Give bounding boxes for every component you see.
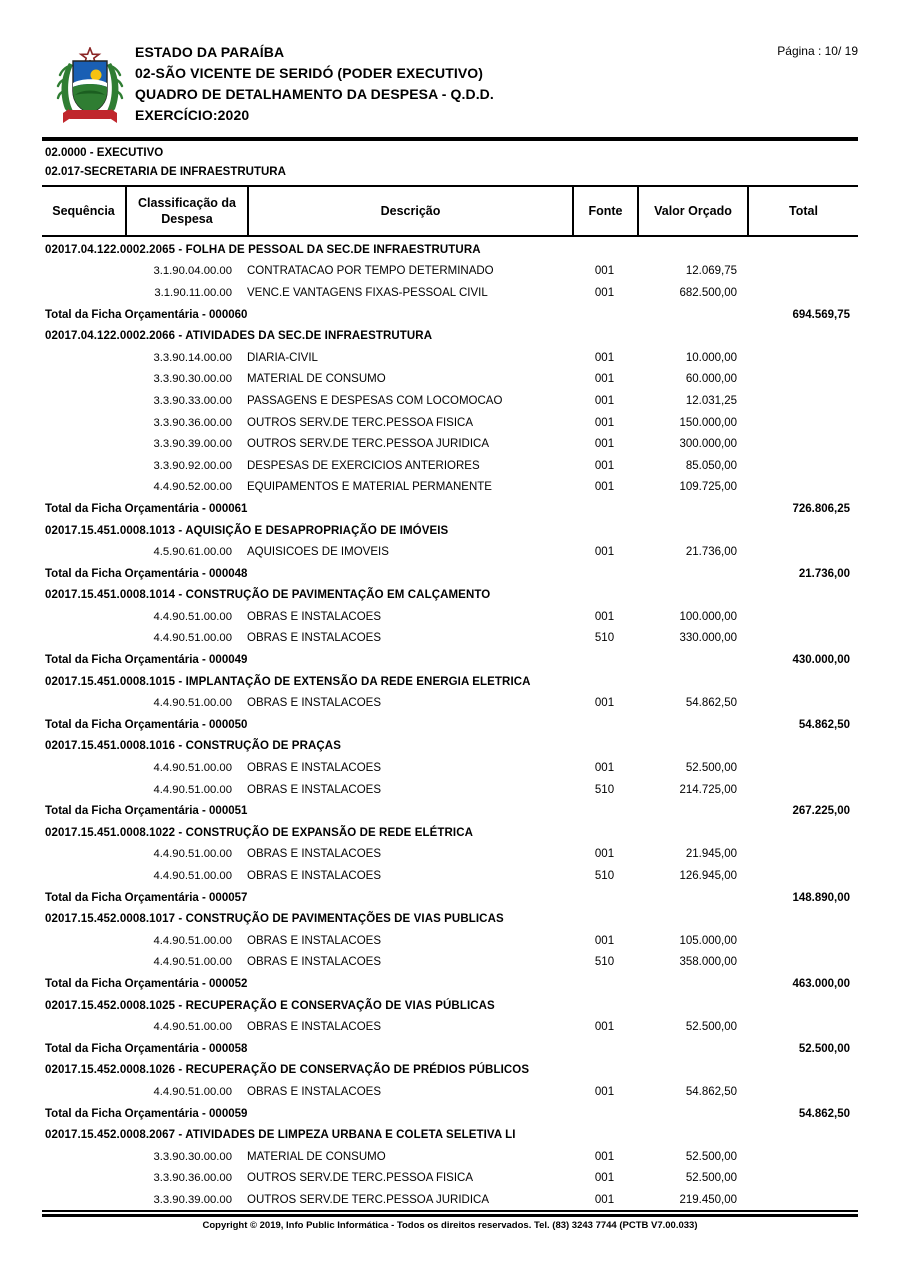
fonte-value: 001: [594, 546, 615, 559]
expense-code: 4.4.90.51.00.00: [153, 1085, 232, 1098]
table-row-item: [42, 952, 858, 974]
col-header-classificacao: Classificação da Despesa: [138, 196, 236, 226]
ficha-total-label: Total da Ficha Orçamentária - 000058: [45, 1042, 248, 1055]
table-row-group: [42, 585, 858, 607]
table-row-item: [42, 1016, 858, 1038]
valor-orcado-value: 52.500,00: [685, 1150, 737, 1163]
table-row-item: [42, 261, 858, 283]
valor-orcado-value: 54.862,50: [685, 697, 737, 710]
fonte-value: 001: [594, 351, 615, 364]
fonte-value: 510: [594, 632, 615, 645]
expense-code: 4.4.90.51.00.00: [153, 1021, 232, 1034]
fonte-value: 001: [594, 934, 615, 947]
valor-orcado-value: 300.000,00: [679, 438, 737, 451]
fonte-value: 001: [594, 1085, 615, 1098]
valor-orcado-value: 52.500,00: [685, 762, 737, 775]
table-row-total: [42, 1103, 858, 1125]
valor-orcado-value: 21.945,00: [685, 848, 737, 861]
table-row-item: [42, 930, 858, 952]
col-header-valor-orcado: Valor Orçado: [637, 187, 747, 235]
fonte-value: 001: [594, 459, 615, 472]
expense-code: 4.4.90.51.00.00: [153, 632, 232, 645]
expense-description: PASSAGENS E DESPESAS COM LOCOMOCAO: [247, 394, 503, 407]
entity-name: 02-SÃO VICENTE DE SERIDÓ (PODER EXECUTIVO): [135, 65, 484, 81]
ficha-total-label: Total da Ficha Orçamentária - 000060: [45, 308, 248, 321]
valor-orcado-value: 109.725,00: [679, 481, 737, 494]
expense-code: 3.1.90.04.00.00: [153, 265, 232, 278]
table-row-total: [42, 563, 858, 585]
valor-orcado-value: 330.000,00: [679, 632, 737, 645]
group-title: 02017.15.452.0008.1017 - CONSTRUÇÃO DE PAVIMENTAÇÕES DE VIAS PUBLICAS: [45, 913, 504, 926]
table-row-item: [42, 844, 858, 866]
ficha-total-label: Total da Ficha Orçamentária - 000052: [45, 977, 248, 990]
table-row-group: [42, 1124, 858, 1146]
valor-orcado-value: 52.500,00: [685, 1172, 737, 1185]
table-row-total: [42, 649, 858, 671]
fonte-value: 001: [594, 416, 615, 429]
valor-orcado-value: 12.031,25: [685, 394, 737, 407]
table-row-group: [42, 325, 858, 347]
fonte-value: 510: [594, 783, 615, 796]
fonte-value: 001: [594, 610, 615, 623]
fonte-value: 001: [594, 697, 615, 710]
ficha-total-value: 694.569,75: [792, 308, 850, 321]
report-title: QUADRO DE DETALHAMENTO DA DESPESA - Q.D.D.: [135, 86, 494, 102]
table-row-item: [42, 692, 858, 714]
expense-description: OBRAS E INSTALACOES: [247, 956, 381, 969]
table-row-item: [42, 347, 858, 369]
expense-code: 4.4.90.51.00.00: [153, 870, 232, 883]
expense-description: OBRAS E INSTALACOES: [247, 848, 381, 861]
expense-description: OBRAS E INSTALACOES: [247, 610, 381, 623]
table-row-item: [42, 779, 858, 801]
ficha-total-value: 148.890,00: [792, 891, 850, 904]
fonte-value: 001: [594, 265, 615, 278]
footer-divider: [42, 1210, 858, 1217]
expense-description: OUTROS SERV.DE TERC.PESSOA JURIDICA: [247, 1193, 489, 1206]
unit-block: [45, 144, 286, 182]
expense-description: MATERIAL DE CONSUMO: [247, 1150, 386, 1163]
expense-code: 4.4.90.51.00.00: [153, 762, 232, 775]
table-body: [42, 239, 858, 1211]
org-name: ESTADO DA PARAÍBA: [135, 44, 285, 60]
fonte-value: 001: [594, 286, 615, 299]
unit-department: 02.017-SECRETARIA DE INFRAESTRUTURA: [45, 166, 286, 178]
table-row-item: [42, 628, 858, 650]
expense-description: OUTROS SERV.DE TERC.PESSOA JURIDICA: [247, 438, 489, 451]
fonte-value: 001: [594, 373, 615, 386]
ficha-total-value: 463.000,00: [792, 977, 850, 990]
valor-orcado-value: 682.500,00: [679, 286, 737, 299]
group-title: 02017.15.452.0008.1025 - RECUPERAÇÃO E CONSERVAÇÃO DE VIAS PÚBLICAS: [45, 999, 495, 1012]
group-title: 02017.04.122.0002.2066 - ATIVIDADES DA SEC.DE INFRAESTRUTURA: [45, 330, 433, 343]
header-divider: [42, 137, 858, 141]
exercise-year: EXERCÍCIO:2020: [135, 107, 250, 123]
expense-code: 3.3.90.39.00.00: [153, 438, 232, 451]
table-row-item: [42, 369, 858, 391]
valor-orcado-value: 52.500,00: [685, 1021, 737, 1034]
expense-code: 4.4.90.51.00.00: [153, 783, 232, 796]
table-header: [42, 185, 858, 237]
expense-description: OBRAS E INSTALACOES: [247, 697, 381, 710]
expense-description: EQUIPAMENTOS E MATERIAL PERMANENTE: [247, 481, 492, 494]
table-row-group: [42, 520, 858, 542]
table-row-total: [42, 973, 858, 995]
valor-orcado-value: 10.000,00: [685, 351, 737, 364]
expense-code: 3.3.90.14.00.00: [153, 351, 232, 364]
table-row-item: [42, 390, 858, 412]
unit-power: 02.0000 - EXECUTIVO: [45, 147, 164, 159]
table-row-group: [42, 736, 858, 758]
fonte-value: 001: [594, 1193, 615, 1206]
table-row-group: [42, 908, 858, 930]
table-row-item: [42, 1168, 858, 1190]
group-title: 02017.15.451.0008.1015 - IMPLANTAÇÃO DE EXTENSÃO DA REDE ENERGIA ELETRICA: [45, 675, 531, 688]
valor-orcado-value: 358.000,00: [679, 956, 737, 969]
table-row-item: [42, 757, 858, 779]
expense-description: MATERIAL DE CONSUMO: [247, 373, 386, 386]
group-title: 02017.15.452.0008.1026 - RECUPERAÇÃO DE CONSERVAÇÃO DE PRÉDIOS PÚBLICOS: [45, 1064, 530, 1077]
valor-orcado-value: 12.069,75: [685, 265, 737, 278]
col-header-total: Total: [747, 187, 858, 235]
valor-orcado-value: 126.945,00: [679, 870, 737, 883]
paraiba-coat-of-arms-icon: [55, 47, 125, 127]
fonte-value: 510: [594, 956, 615, 969]
fonte-value: 001: [594, 438, 615, 451]
ficha-total-label: Total da Ficha Orçamentária - 000050: [45, 718, 248, 731]
col-header-fonte: Fonte: [572, 187, 637, 235]
valor-orcado-value: 21.736,00: [685, 546, 737, 559]
expense-description: CONTRATACAO POR TEMPO DETERMINADO: [247, 265, 494, 278]
expense-description: OUTROS SERV.DE TERC.PESSOA FISICA: [247, 1172, 474, 1185]
expense-code: 3.1.90.11.00.00: [154, 286, 232, 299]
fonte-value: 001: [594, 1172, 615, 1185]
expense-code: 3.3.90.36.00.00: [153, 1172, 232, 1185]
ficha-total-label: Total da Ficha Orçamentária - 000057: [45, 891, 248, 904]
table-row-total: [42, 498, 858, 520]
expense-description: DESPESAS DE EXERCICIOS ANTERIORES: [247, 459, 480, 472]
table-row-item: [42, 1081, 858, 1103]
expense-description: OBRAS E INSTALACOES: [247, 870, 381, 883]
table-row-item: [42, 1189, 858, 1211]
expense-description: OBRAS E INSTALACOES: [247, 1021, 381, 1034]
ficha-total-label: Total da Ficha Orçamentária - 000051: [45, 805, 248, 818]
expense-description: AQUISICOES DE IMOVEIS: [247, 546, 389, 559]
table-row-group: [42, 822, 858, 844]
expense-description: OBRAS E INSTALACOES: [247, 934, 381, 947]
ficha-total-label: Total da Ficha Orçamentária - 000059: [45, 1107, 248, 1120]
fonte-value: 001: [594, 394, 615, 407]
expense-description: OBRAS E INSTALACOES: [247, 632, 381, 645]
copyright-text: Copyright © 2019, Info Public Informática - Todos os direitos reservados. Tel. (83) 3243 7744 (PCTB V7.00.033): [202, 1220, 698, 1231]
table-row-total: [42, 800, 858, 822]
expense-code: 3.3.90.92.00.00: [153, 459, 232, 472]
expense-code: 3.3.90.36.00.00: [153, 416, 232, 429]
table-row-item: [42, 412, 858, 434]
table-row-item: [42, 455, 858, 477]
table-row-item: [42, 477, 858, 499]
expense-description: OUTROS SERV.DE TERC.PESSOA FISICA: [247, 416, 474, 429]
page-number: Página : 10/ 19: [777, 44, 858, 58]
group-title: 02017.04.122.0002.2065 - FOLHA DE PESSOAL DA SEC.DE INFRAESTRUTURA: [45, 243, 481, 256]
table-row-total: [42, 714, 858, 736]
expense-code: 4.4.90.51.00.00: [153, 848, 232, 861]
fonte-value: 001: [594, 1150, 615, 1163]
table-row-item: [42, 606, 858, 628]
group-title: 02017.15.451.0008.1013 - AQUISIÇÃO E DESAPROPRIAÇÃO DE IMÓVEIS: [45, 524, 449, 537]
expense-code: 3.3.90.39.00.00: [153, 1193, 232, 1206]
table-row-item: [42, 541, 858, 563]
ficha-total-label: Total da Ficha Orçamentária - 000061: [45, 502, 248, 515]
table-row-total: [42, 1038, 858, 1060]
ficha-total-label: Total da Ficha Orçamentária - 000048: [45, 567, 248, 580]
group-title: 02017.15.451.0008.1014 - CONSTRUÇÃO DE PAVIMENTAÇÃO EM CALÇAMENTO: [45, 589, 491, 602]
expense-code: 3.3.90.30.00.00: [153, 1150, 232, 1163]
expense-code: 4.4.90.51.00.00: [153, 956, 232, 969]
expense-code: 4.5.90.61.00.00: [153, 546, 232, 559]
ficha-total-value: 726.806,25: [792, 502, 850, 515]
expense-description: OBRAS E INSTALACOES: [247, 762, 381, 775]
expense-code: 4.4.90.52.00.00: [153, 481, 232, 494]
valor-orcado-value: 150.000,00: [679, 416, 737, 429]
col-header-descricao: Descrição: [247, 187, 572, 235]
table-row-group: [42, 671, 858, 693]
valor-orcado-value: 60.000,00: [685, 373, 737, 386]
col-header-sequencia: Sequência: [52, 204, 115, 218]
ficha-total-value: 54.862,50: [798, 1107, 850, 1120]
ficha-total-value: 430.000,00: [792, 654, 850, 667]
table-row-total: [42, 887, 858, 909]
valor-orcado-value: 105.000,00: [679, 934, 737, 947]
table-row-item: [42, 282, 858, 304]
ficha-total-value: 52.500,00: [798, 1042, 850, 1055]
expense-description: VENC.E VANTAGENS FIXAS-PESSOAL CIVIL: [247, 286, 488, 299]
ficha-total-value: 21.736,00: [798, 567, 850, 580]
ficha-total-value: 54.862,50: [798, 718, 850, 731]
ficha-total-value: 267.225,00: [792, 805, 850, 818]
table-row-item: [42, 865, 858, 887]
group-title: 02017.15.451.0008.1016 - CONSTRUÇÃO DE PRAÇAS: [45, 740, 341, 753]
valor-orcado-value: 214.725,00: [679, 783, 737, 796]
expense-code: 3.3.90.33.00.00: [153, 394, 232, 407]
table-row-item: [42, 433, 858, 455]
fonte-value: 510: [594, 870, 615, 883]
expense-code: 4.4.90.51.00.00: [153, 697, 232, 710]
valor-orcado-value: 85.050,00: [685, 459, 737, 472]
table-row-item: [42, 1146, 858, 1168]
expense-code: 3.3.90.30.00.00: [153, 373, 232, 386]
report-title-block: [135, 42, 494, 126]
table-row-total: [42, 304, 858, 326]
ficha-total-label: Total da Ficha Orçamentária - 000049: [45, 654, 248, 667]
valor-orcado-value: 100.000,00: [679, 610, 737, 623]
expense-description: DIARIA-CIVIL: [247, 351, 318, 364]
expense-code: 4.4.90.51.00.00: [153, 934, 232, 947]
table-row-group: [42, 1060, 858, 1082]
table-row-group: [42, 995, 858, 1017]
expense-code: 4.4.90.51.00.00: [153, 610, 232, 623]
fonte-value: 001: [594, 1021, 615, 1034]
valor-orcado-value: 219.450,00: [679, 1193, 737, 1206]
fonte-value: 001: [594, 481, 615, 494]
expense-description: OBRAS E INSTALACOES: [247, 783, 381, 796]
fonte-value: 001: [594, 762, 615, 775]
valor-orcado-value: 54.862,50: [685, 1085, 737, 1098]
fonte-value: 001: [594, 848, 615, 861]
group-title: 02017.15.452.0008.2067 - ATIVIDADES DE LIMPEZA URBANA E COLETA SELETIVA LI: [45, 1129, 516, 1142]
group-title: 02017.15.451.0008.1022 - CONSTRUÇÃO DE EXPANSÃO DE REDE ELÉTRICA: [45, 826, 474, 839]
table-row-group: [42, 239, 858, 261]
expense-description: OBRAS E INSTALACOES: [247, 1085, 381, 1098]
